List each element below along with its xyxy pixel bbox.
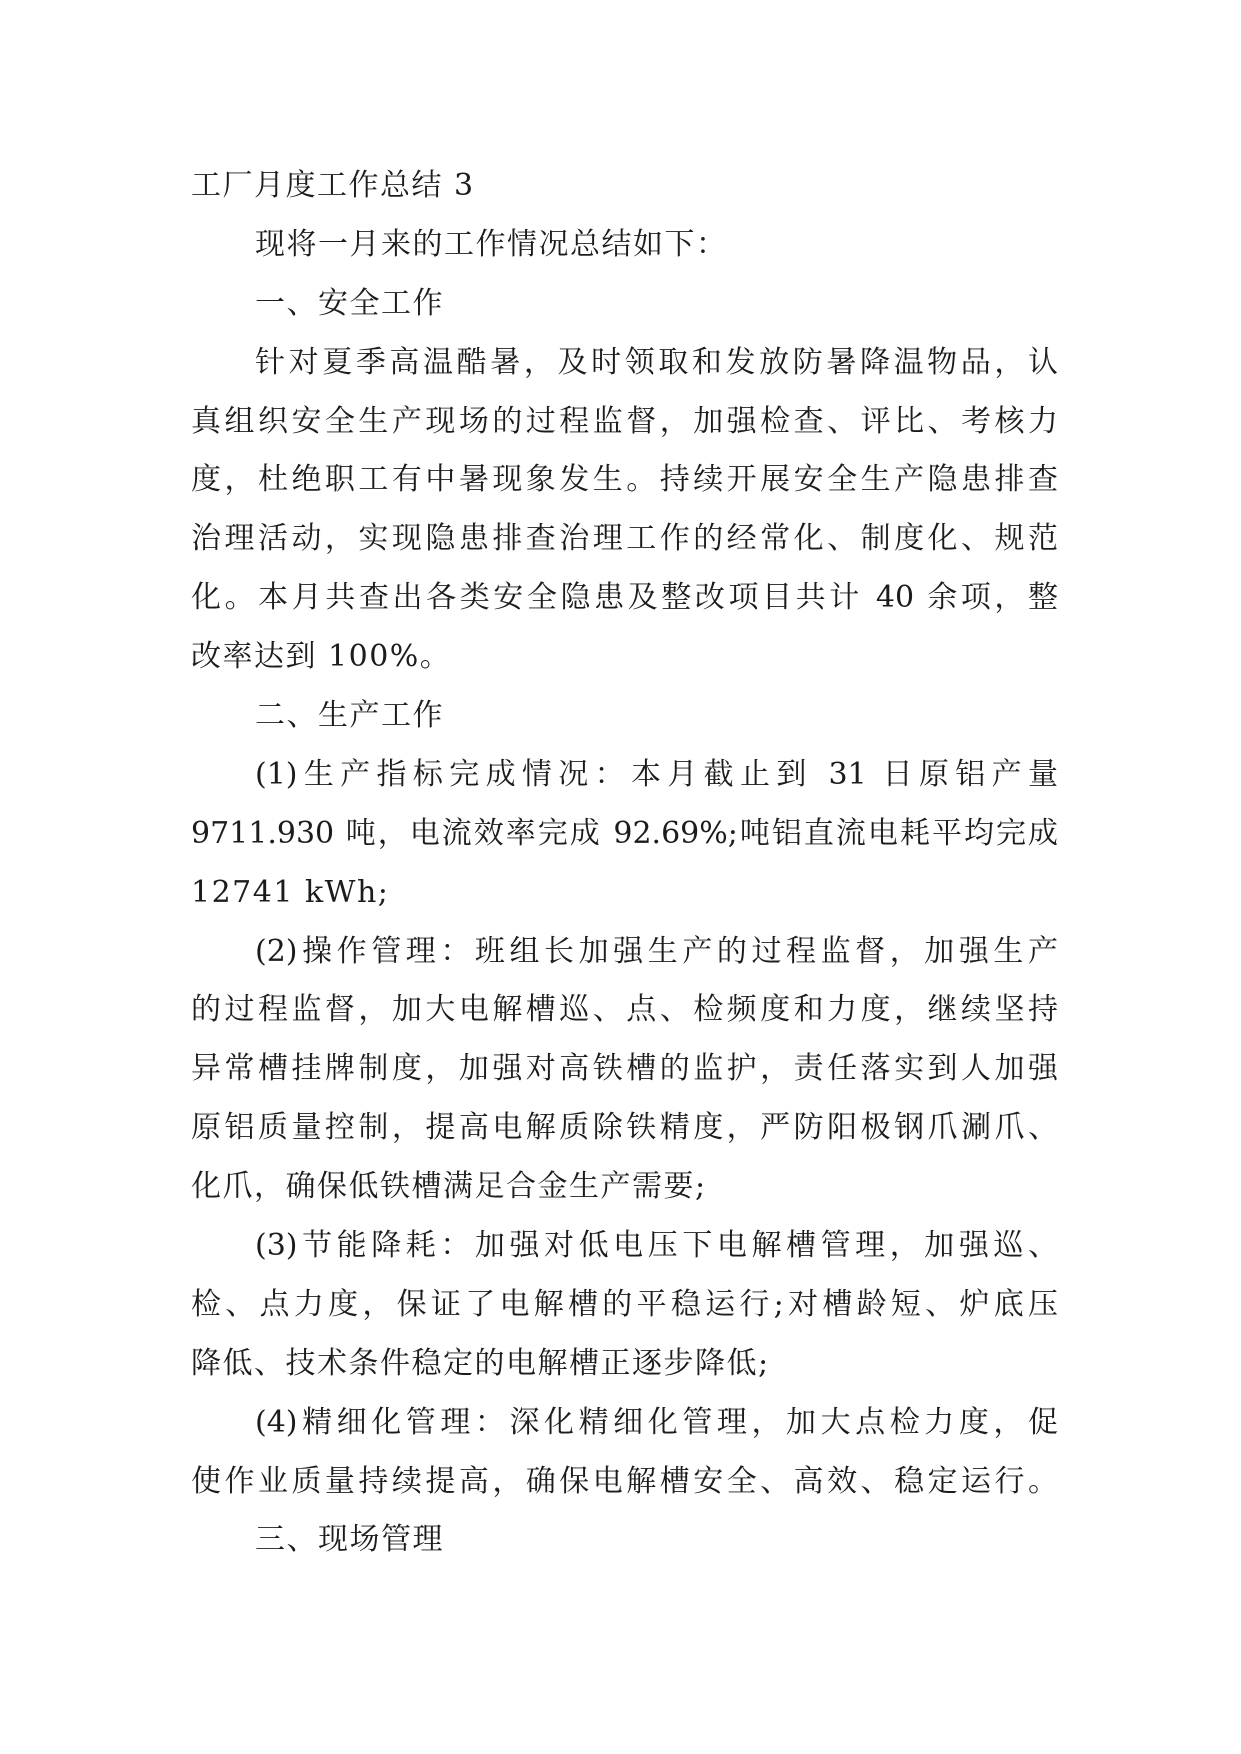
paragraph-line: 9711.930 吨，电流效率完成 92.69%;吨铝直流电耗平均完成 xyxy=(191,815,1058,851)
paragraph-line: 12741 kWh; xyxy=(191,874,390,910)
paragraph-line: 降低、技术条件稳定的电解槽正逐步降低; xyxy=(191,1345,770,1381)
paragraph-line: 化。本月共查出各类安全隐患及整改项目共计 40 余项，整 xyxy=(191,580,1058,616)
paragraph-line: (4)精细化管理：深化精细化管理，加大点检力度，促 xyxy=(255,1404,1058,1440)
paragraph-line: 治理活动，实现隐患排查治理工作的经常化、制度化、规范 xyxy=(191,521,1058,557)
document-page xyxy=(191,157,1058,1570)
production-item-1 xyxy=(191,746,1058,923)
paragraph-line: 针对夏季高温酷暑，及时领取和发放防暑降温物品，认 xyxy=(255,344,1058,380)
paragraph-line: 检、点力度，保证了电解槽的平稳运行;对槽龄短、炉底压 xyxy=(191,1286,1058,1322)
paragraph-line: 度，杜绝职工有中暑现象发生。持续开展安全生产隐患排查 xyxy=(191,462,1058,498)
paragraph-line: 真组织安全生产现场的过程监督，加强检查、评比、考核力 xyxy=(191,403,1058,439)
paragraph-line: (2)操作管理：班组长加强生产的过程监督，加强生产 xyxy=(255,933,1058,969)
section-heading-site-management: 三、现场管理 xyxy=(255,1522,444,1558)
section-heading-safety: 一、安全工作 xyxy=(255,285,444,321)
section-heading-production: 二、生产工作 xyxy=(255,698,444,734)
intro-paragraph: 现将一月来的工作情况总结如下： xyxy=(255,226,728,262)
paragraph-line: 原铝质量控制，提高电解质除铁精度，严防阳极钢爪涮爪、 xyxy=(191,1110,1058,1146)
document-title: 工厂月度工作总结 3 xyxy=(191,168,475,203)
production-item-3 xyxy=(191,1217,1058,1394)
paragraph-line: 化爪，确保低铁槽满足合金生产需要; xyxy=(191,1169,707,1205)
paragraph-line: 使作业质量持续提高，确保电解槽安全、高效、稳定运行。 xyxy=(191,1463,1058,1499)
paragraph-line: (3)节能降耗：加强对低电压下电解槽管理，加强巡、 xyxy=(255,1228,1058,1264)
paragraph-line: 的过程监督，加大电解槽巡、点、检频度和力度，继续坚持 xyxy=(191,992,1058,1028)
production-item-2 xyxy=(191,923,1058,1217)
paragraph-line: (1)生产指标完成情况：本月截止到 31 日原铝产量 xyxy=(255,756,1058,792)
safety-paragraph xyxy=(191,334,1058,687)
paragraph-line: 异常槽挂牌制度，加强对高铁槽的监护，责任落实到人加强 xyxy=(191,1051,1058,1087)
production-item-4 xyxy=(191,1394,1058,1512)
paragraph-line: 改率达到 100%。 xyxy=(191,639,452,675)
